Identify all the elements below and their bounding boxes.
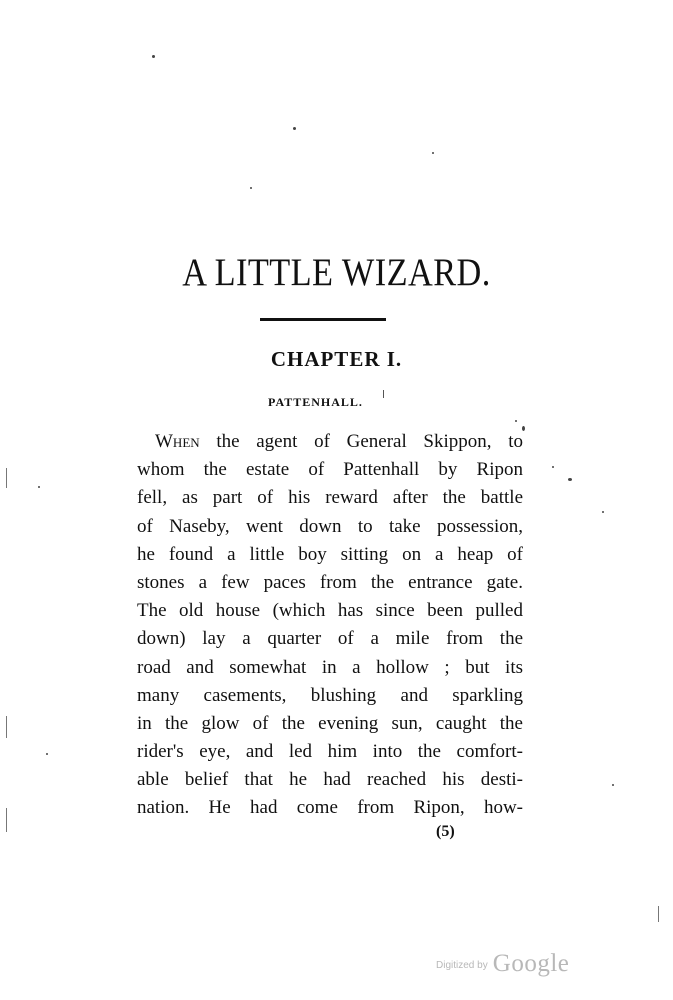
- scan-speck: [602, 511, 604, 513]
- drop-word: When: [155, 431, 200, 452]
- text-line: road and somewhat in a hollow ; but its: [137, 656, 523, 678]
- chapter-subtitle: PATTENHALL.: [268, 395, 363, 409]
- scan-edge-mark: [6, 716, 7, 738]
- google-logo: Google: [492, 950, 570, 977]
- scan-speck: [152, 55, 155, 58]
- text-line: whom the estate of Pattenhall by Ripon: [137, 459, 523, 481]
- scan-edge-mark: [6, 808, 7, 832]
- body-text: [137, 428, 523, 823]
- page-number: (5): [436, 823, 455, 840]
- scan-speck: [46, 753, 48, 755]
- text-line: rider's eye, and led him into the comfort-: [137, 741, 523, 763]
- scan-speck: [612, 784, 614, 786]
- text-line: he found a little boy sitting on a heap of: [137, 543, 523, 565]
- scan-speck: [515, 420, 517, 422]
- scan-speck: [293, 127, 296, 130]
- scan-speck: [38, 486, 40, 488]
- scan-speck: [568, 478, 572, 481]
- text-line: fell, as part of his reward after the battle: [137, 487, 523, 509]
- text-line: [137, 428, 523, 456]
- text-line: nation. He had come from Ripon, how-: [137, 797, 523, 819]
- scan-tick-mark: [383, 390, 384, 398]
- text-line: down) lay a quarter of a mile from the: [137, 628, 523, 650]
- watermark-prefix: Digitized by: [436, 960, 488, 971]
- scan-speck: [432, 152, 434, 154]
- scan-speck: [552, 466, 554, 468]
- scan-edge-mark: [658, 906, 659, 922]
- book-title: A LITTLE WIZARD.: [182, 251, 491, 294]
- title-rule: [260, 318, 386, 321]
- scan-edge-mark: [6, 468, 7, 488]
- text-line: many casements, blushing and sparkling: [137, 684, 523, 706]
- chapter-heading: CHAPTER I.: [270, 347, 403, 371]
- text-line: able belief that he had reached his desti-: [137, 769, 523, 791]
- text-line: in the glow of the evening sun, caught the: [137, 712, 523, 734]
- scan-speck: [250, 187, 252, 189]
- first-line-rest: the agent of General Skippon, to: [199, 431, 523, 452]
- text-line: The old house (which has since been pulled: [137, 600, 523, 622]
- digitized-watermark: [436, 950, 569, 978]
- text-line: stones a few paces from the entrance gate.: [137, 571, 523, 593]
- text-line: of Naseby, went down to take possession,: [137, 515, 523, 537]
